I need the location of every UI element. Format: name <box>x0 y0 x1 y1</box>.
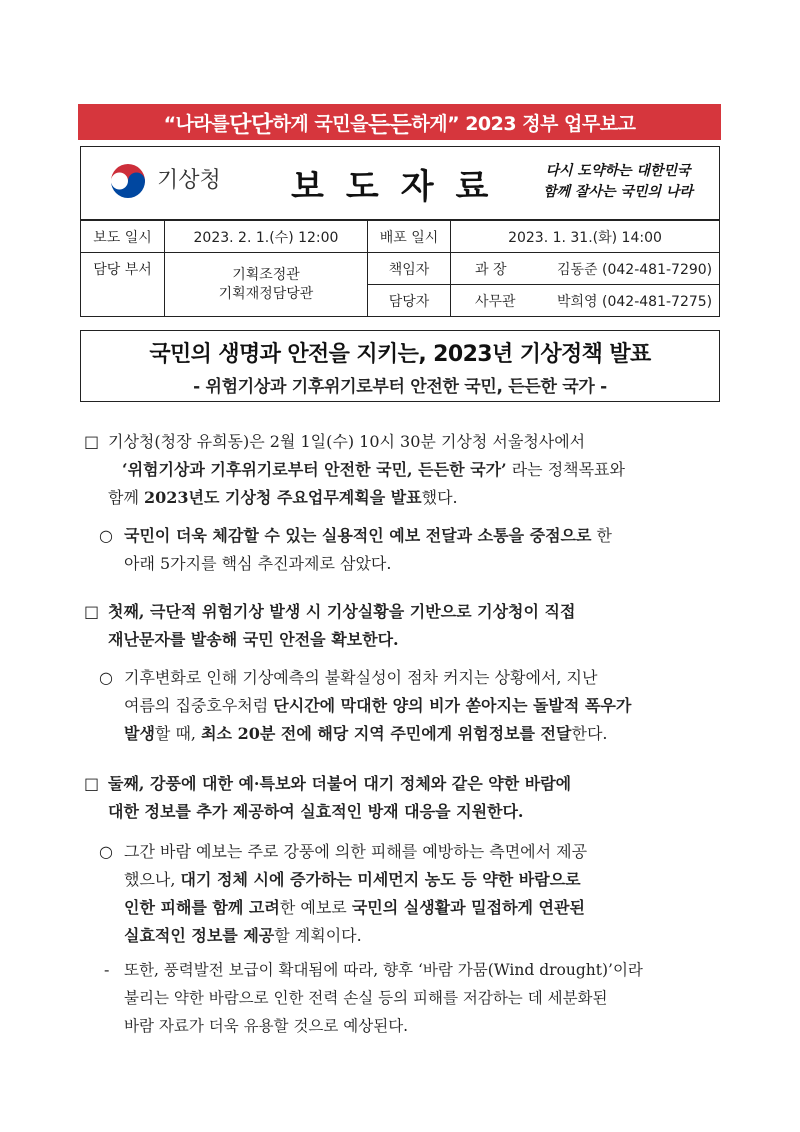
banner-text-3: 하게 국민을 <box>272 112 368 135</box>
paragraph-2a-emphasis: 단시간에 막대한 양의 비가 쏟아지는 돌발적 폭우가 <box>273 696 632 715</box>
banner-text-5: 하게” 2023 정부 업무보고 <box>411 112 636 135</box>
policy-goal-text: ‘위험기상과 기후위기로부터 안전한 국민, 든든한 국가’ <box>122 460 507 479</box>
paragraph-2 <box>108 598 722 654</box>
distribute-date-value: 2023. 1. 31.(화) 14:00 <box>451 221 720 253</box>
paragraph-1a-line-1-tail: 한 <box>591 526 612 545</box>
paragraph-2a-line-2 <box>124 692 722 720</box>
paragraph-3a <box>124 838 722 950</box>
paragraph-3a-line-4-tail: 할 계획이다. <box>274 926 362 945</box>
headline-subtitle: - 위험기상과 기후위기로부터 안전한 국민, 든든한 국가 - <box>193 377 607 397</box>
paragraph-2-line-1: 첫째, 극단적 위험기상 발생 시 기상실황을 기반으로 기상청이 직접 <box>108 602 576 621</box>
government-slogan <box>528 161 708 203</box>
square-bullet-icon: □ <box>84 774 100 793</box>
manager-title: 과 장 <box>451 253 552 285</box>
paragraph-2-line-2: 재난문자를 발송해 국민 안전을 확보한다. <box>108 630 399 649</box>
banner-text-2: 단단 <box>229 111 273 138</box>
agency-name: 기상청 <box>157 168 221 193</box>
paragraph-1-line-1: 기상청(청장 유희동)은 2월 1일(수) 10시 30분 기상청 서울청사에서 <box>108 432 586 451</box>
release-date-value: 2023. 2. 1.(수) 12:00 <box>165 221 368 253</box>
paragraph-3b-line-3: 바람 자료가 더욱 유용할 것으로 예상된다. <box>124 1017 409 1035</box>
taegeuk-logo-icon <box>103 156 153 206</box>
paragraph-3a-line-4 <box>124 922 722 950</box>
headline-title: 국민의 생명과 안전을 지키는, 2023년 기상정책 발표 <box>149 342 651 367</box>
paragraph-3a-line-3 <box>124 894 722 922</box>
paragraph-3a-line-3-mid: 한 예보로 <box>279 898 352 917</box>
paragraph-2a-line-2-head: 여름의 집중호우처럼 <box>124 696 274 715</box>
circle-bullet-icon: ○ <box>99 842 113 861</box>
manager-label: 책임자 <box>368 253 451 285</box>
paragraph-3b-line-2: 불리는 약한 바람으로 인한 전력 손실 등의 피해를 저감하는 데 세분화된 <box>124 989 608 1007</box>
headline-box <box>80 330 720 402</box>
dash-bullet-icon: - <box>104 960 110 979</box>
department-line-2: 기획재정담당관 <box>218 285 314 302</box>
paragraph-3b <box>124 956 722 1040</box>
slogan-line-1: 다시 도약하는 대한민국 <box>545 163 691 179</box>
banner-text-4: 든든 <box>367 111 412 138</box>
paragraph-1-line-3-head: 함께 <box>108 488 144 507</box>
release-date-label: 보도 일시 <box>81 221 165 253</box>
paragraph-2a <box>124 664 722 748</box>
manager-contact: 김동준 (042-481-7290) <box>551 253 720 285</box>
paragraph-3a-line-2-head: 했으나, <box>124 870 181 889</box>
staff-contact: 박희영 (042-481-7275) <box>551 285 720 317</box>
paragraph-1-line-3-tail: 했다. <box>421 488 458 507</box>
paragraph-3a-emphasis-2: 인한 피해를 함께 고려 <box>124 898 280 917</box>
paragraph-2a-line-3-tail: 한다. <box>571 724 608 743</box>
release-info-table <box>80 220 720 317</box>
paragraph-2a-emphasis-3: 최소 20분 전에 해당 지역 주민에게 위험정보를 전달 <box>201 724 572 743</box>
paragraph-1a-line-2: 아래 5가지를 핵심 추진과제로 삼았다. <box>124 554 392 573</box>
government-report-banner <box>78 104 721 140</box>
square-bullet-icon: □ <box>84 602 100 621</box>
paragraph-1 <box>108 428 722 512</box>
paragraph-1a-emphasis: 국민이 더욱 체감할 수 있는 실용적인 예보 전달과 소통을 중점으로 <box>124 526 592 545</box>
paragraph-3a-line-2 <box>124 866 722 894</box>
paragraph-3a-emphasis-4: 실효적인 정보를 제공 <box>124 926 275 945</box>
slogan-line-2: 함께 잘사는 국민의 나라 <box>543 184 693 200</box>
table-row <box>81 221 720 253</box>
paragraph-1a <box>124 522 722 578</box>
circle-bullet-icon: ○ <box>99 668 113 687</box>
banner-text-1: “나라를 <box>163 112 230 135</box>
press-release-title: 보도자료 <box>291 167 511 207</box>
press-release-header <box>80 146 720 220</box>
paragraph-3b-line-1: 또한, 풍력발전 보급이 확대됨에 따라, 향후 ‘바람 가뭄(Wind drought)’이라 <box>124 961 643 979</box>
department-line-1: 기획조정관 <box>232 266 300 283</box>
paragraph-3a-line-1: 그간 바람 예보는 주로 강풍에 의한 피해를 예방하는 측면에서 제공 <box>124 842 588 861</box>
paragraph-3a-emphasis: 대기 정체 시에 증가하는 미세먼지 농도 등 약한 바람으로 <box>180 870 581 889</box>
staff-title: 사무관 <box>451 285 552 317</box>
distribute-date-label: 배포 일시 <box>368 221 451 253</box>
paragraph-1-emphasis: 2023년도 기상청 주요업무계획을 발표 <box>144 488 422 507</box>
staff-label: 담당자 <box>368 285 451 317</box>
table-row <box>81 253 720 285</box>
paragraph-1-line-3 <box>108 484 722 512</box>
paragraph-2a-line-3 <box>124 720 722 748</box>
paragraph-3a-emphasis-3: 국민의 실생활과 밀접하게 연관된 <box>351 898 585 917</box>
department-label: 담당 부서 <box>81 253 165 317</box>
paragraph-1-line-2 <box>108 456 722 484</box>
paragraph-3-line-2: 대한 정보를 추가 제공하여 실효적인 방재 대응을 지원한다. <box>108 802 524 821</box>
paragraph-3-line-1: 둘째, 강풍에 대한 예·특보와 더불어 대기 정체와 같은 약한 바람에 <box>108 774 572 793</box>
paragraph-2a-line-3-mid: 할 때, <box>154 724 202 743</box>
paragraph-2a-line-1: 기후변화로 인해 기상예측의 불확실성이 점차 커지는 상황에서, 지난 <box>124 668 598 687</box>
circle-bullet-icon: ○ <box>99 526 113 545</box>
paragraph-1a-line-1 <box>124 522 722 550</box>
paragraph-1-line-2-tail: 라는 정책목표와 <box>506 460 625 479</box>
square-bullet-icon: □ <box>84 432 100 451</box>
paragraph-2a-emphasis-2: 발생 <box>124 724 155 743</box>
paragraph-3 <box>108 770 722 826</box>
department-value <box>165 253 368 317</box>
